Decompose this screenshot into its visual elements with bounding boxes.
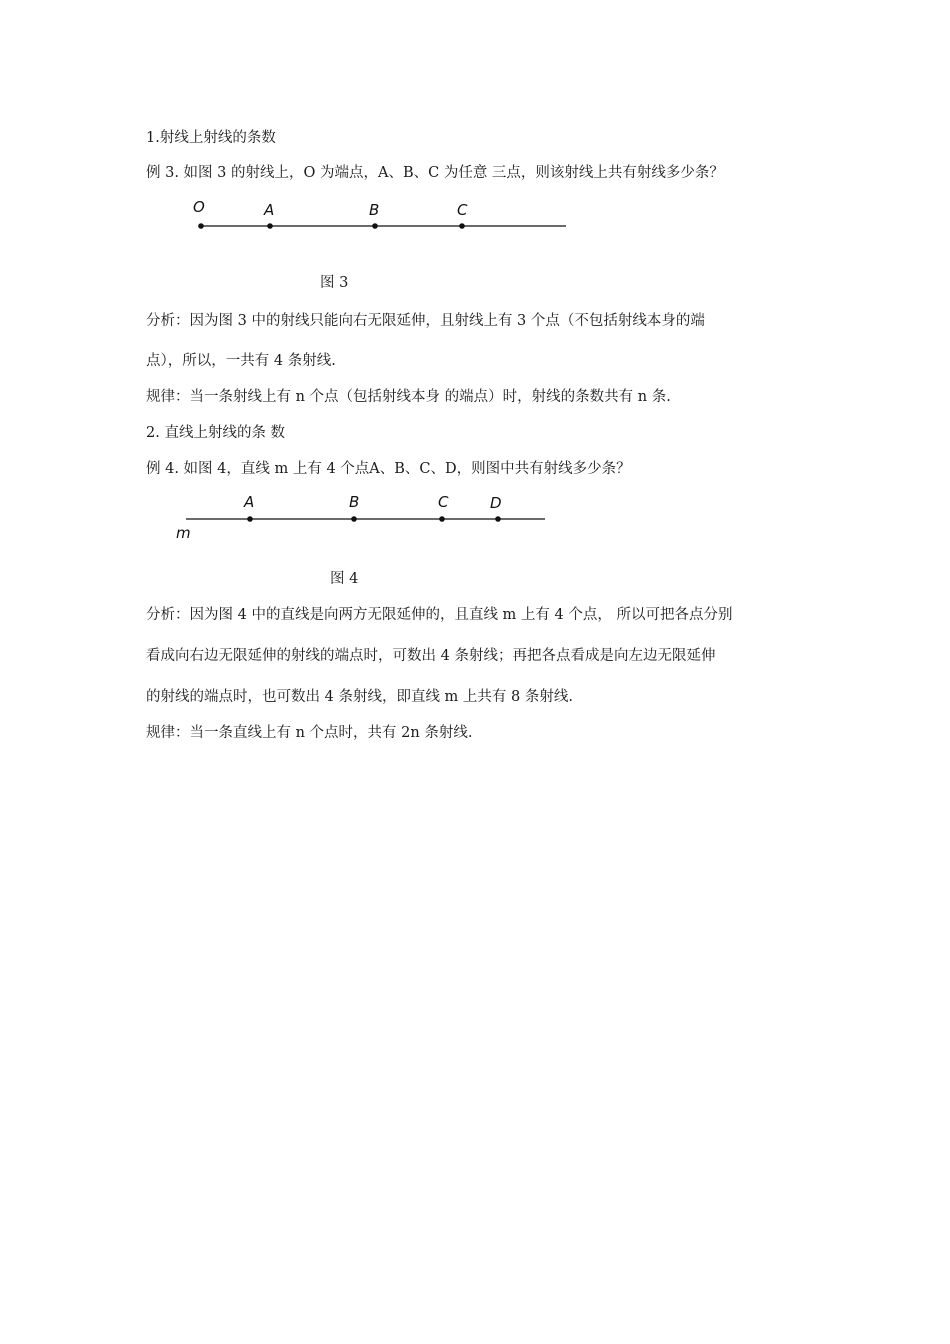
- figure4-caption: 图 4: [330, 571, 359, 587]
- example4-text: 例 4. 如图 4，直线 m 上有 4 个点A、B、C、D，则图中共有射线多少条？: [146, 461, 631, 477]
- label-a: A: [244, 493, 255, 511]
- point-b: [351, 516, 357, 522]
- analysis1-line1: 分析：因为图 3 中的射线只能向右无限延伸，且射线上有 3 个点（不包括射线本身的端: [146, 313, 705, 329]
- example3-text: 例 3. 如图 3 的射线上，O 为端点，A、B、C 为任意 三点，则该射线上共有射线多少条？: [146, 165, 724, 181]
- figure3-caption: 图 3: [320, 275, 349, 291]
- rule1-text: 规律：当一条射线上有 n 个点（包括射线本身 的端点）时，射线的条数共有 n 条.: [146, 389, 671, 405]
- section1-heading: 1.射线上射线的条数: [146, 130, 276, 146]
- label-m: m: [176, 524, 191, 542]
- point-b: [372, 223, 378, 229]
- point-c: [439, 516, 445, 522]
- figure3-ray-diagram: [0, 190, 950, 250]
- point-o: [198, 223, 204, 229]
- point-a: [247, 516, 253, 522]
- figure4-line-diagram: [0, 488, 950, 548]
- rule2-text: 规律：当一条直线上有 n 个点时，共有 2n 条射线.: [146, 725, 473, 741]
- analysis2-line2: 看成向右边无限延伸的射线的端点时，可数出 4 条射线；再把各点看成是向左边无限延伸: [146, 648, 716, 664]
- point-a: [267, 223, 273, 229]
- point-d: [495, 516, 501, 522]
- label-c: C: [438, 493, 449, 511]
- section2-heading: 2. 直线上射线的条 数: [146, 425, 286, 441]
- analysis2-line1: 分析：因为图 4 中的直线是向两方无限延伸的，且直线 m 上有 4 个点， 所以可把各点分别: [146, 607, 733, 623]
- label-b: B: [349, 493, 360, 511]
- label-c: C: [457, 201, 468, 219]
- analysis1-line2: 点），所以，一共有 4 条射线.: [146, 353, 336, 369]
- point-c: [459, 223, 465, 229]
- label-d: D: [490, 494, 502, 512]
- analysis2-line3: 的射线的端点时，也可数出 4 条射线，即直线 m 上共有 8 条射线.: [146, 689, 573, 705]
- label-o: O: [193, 198, 205, 216]
- label-b: B: [369, 201, 380, 219]
- label-a: A: [264, 201, 275, 219]
